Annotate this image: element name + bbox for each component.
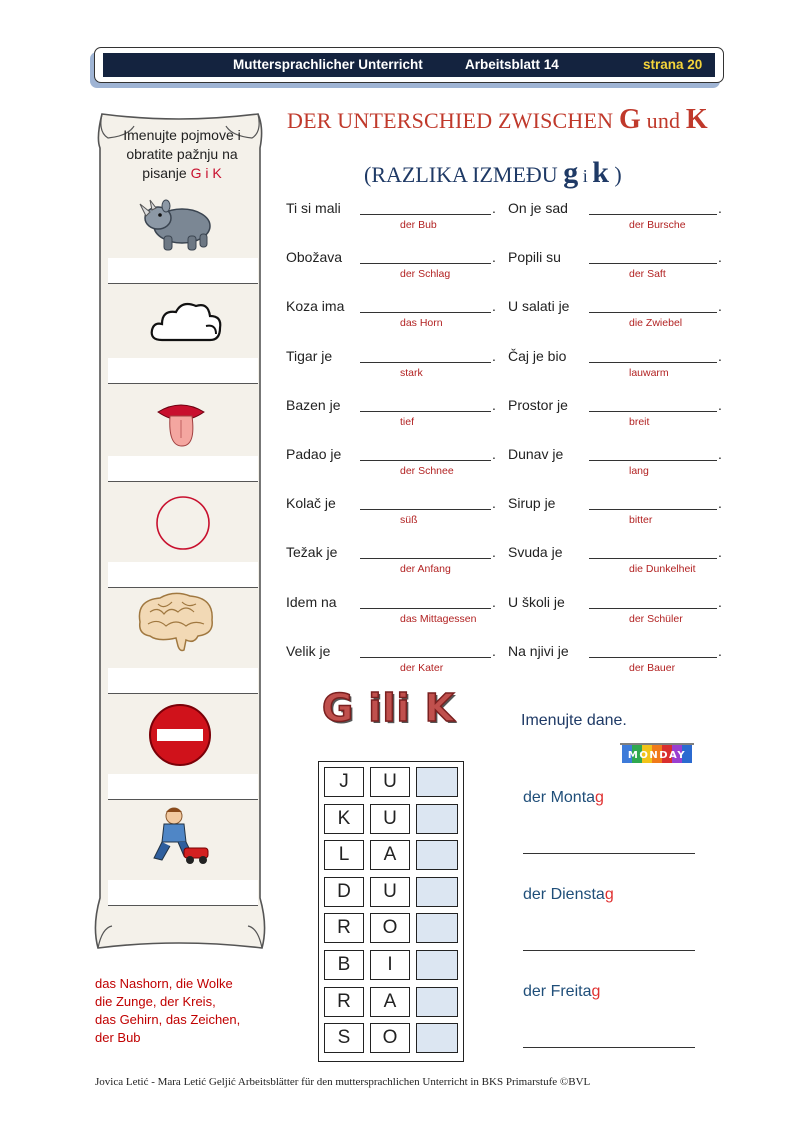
grid-answer-cell[interactable] [416, 987, 458, 1017]
subtitle-i: i [578, 166, 593, 186]
sentence-hint: der Saft [629, 268, 666, 281]
brain-icon [134, 590, 218, 654]
sentence-period: . [492, 642, 496, 659]
monday-badge-icon [616, 740, 698, 768]
sentence-row [508, 249, 738, 289]
grid-letter-cell: K [324, 804, 364, 834]
word-list-line: das Nashorn, die Wolke [95, 976, 233, 991]
word-list-line: der Bub [95, 1030, 141, 1045]
header-banner [94, 47, 724, 83]
answer-field-2[interactable] [108, 358, 258, 384]
sentence-period: . [718, 593, 722, 610]
day-stem: der Monta [523, 789, 596, 806]
word-list-line: das Gehirn, das Zeichen, [95, 1012, 241, 1027]
sentence-prompt: Na njivi je [508, 642, 569, 659]
subtitle-letter-k: k [592, 156, 609, 189]
sentence-blank[interactable] [360, 362, 491, 363]
title-letter-g: G [618, 104, 641, 135]
sentence-period: . [718, 396, 722, 413]
sentence-period: . [718, 200, 722, 216]
day-stem: der Freita [523, 983, 592, 1000]
cloud-icon [148, 296, 226, 348]
grid-answer-cell[interactable] [416, 840, 458, 870]
sentence-row [286, 397, 516, 437]
sentence-hint: lauwarm [629, 366, 669, 379]
day-answer-line[interactable] [523, 1047, 695, 1048]
boy-with-car-icon [144, 806, 214, 870]
sentence-period: . [492, 544, 496, 561]
sentence-hint: der Bauer [629, 661, 676, 674]
day-ending-g: g [604, 886, 614, 903]
sentence-prompt: Prostor je [508, 396, 568, 413]
picture-instruction [110, 126, 254, 183]
sentence-hint: die Dunkelheit [629, 563, 696, 576]
instruction-letter-k: K [212, 165, 222, 181]
answer-field-3[interactable] [108, 456, 258, 482]
header-page-number: strana 20 [643, 57, 703, 72]
answer-field-5[interactable] [108, 668, 258, 694]
tongue-icon [156, 398, 206, 450]
sentence-hint: bitter [629, 514, 653, 527]
sentence-period: . [718, 347, 722, 364]
grid-answer-cell[interactable] [416, 950, 458, 980]
sentence-row [508, 200, 738, 240]
sentence-prompt: Čaj je bio [508, 347, 567, 364]
sentence-row [508, 397, 738, 437]
sentence-hint: tief [400, 415, 415, 428]
sentence-hint: lang [629, 465, 649, 477]
day-ending-g: g [591, 983, 601, 1000]
sentence-hint: der Kater [400, 661, 444, 674]
sentence-hint: breit [629, 415, 650, 428]
sentence-prompt: Padao je [286, 446, 342, 462]
sentence-hint: der Schlag [400, 268, 451, 281]
word-list [95, 975, 265, 1047]
title-letter-k: K [685, 104, 708, 135]
grid-letter-cell: A [370, 840, 410, 870]
answer-field-7[interactable] [108, 880, 258, 906]
sentence-period: . [492, 446, 496, 462]
sentence-blank[interactable] [589, 214, 717, 215]
sentence-period: . [492, 200, 496, 216]
sentence-period: . [492, 249, 496, 266]
subtitle-prefix: (RAZLIKA IZMEĐU [364, 162, 564, 187]
sentence-blank[interactable] [360, 509, 491, 510]
day-name [523, 789, 604, 807]
sentence-prompt: Velik je [286, 642, 331, 659]
sentence-blank[interactable] [360, 460, 491, 461]
sentence-prompt: Bazen je [286, 396, 341, 413]
sentence-row [508, 544, 738, 584]
sentence-period: . [718, 249, 722, 266]
sentence-row [286, 249, 516, 289]
sentence-blank[interactable] [360, 411, 491, 412]
sentence-blank[interactable] [360, 214, 491, 215]
sentence-prompt: Težak je [286, 544, 338, 561]
letter-grid [318, 761, 464, 1062]
sentence-prompt: Kolač je [286, 495, 336, 512]
sentence-hint: süß [400, 514, 418, 527]
sentence-row [508, 495, 738, 535]
sentence-row [286, 544, 516, 584]
sentence-prompt: Tigar je [286, 347, 333, 364]
day-name [523, 886, 614, 904]
grid-letter-cell: O [370, 913, 410, 943]
sentence-prompt: Idem na [286, 593, 337, 610]
grid-answer-cell[interactable] [416, 1023, 458, 1053]
sentence-hint: der Anfang [400, 563, 451, 576]
sentence-prompt: Obožava [286, 249, 343, 266]
sentence-prompt: Svuda je [508, 544, 563, 561]
day-name [523, 983, 600, 1001]
grid-letter-cell: B [324, 950, 364, 980]
sentence-row [508, 594, 738, 634]
sentence-period: . [718, 446, 722, 462]
answer-field-1[interactable] [108, 258, 258, 284]
sentence-period: . [492, 396, 496, 413]
sentence-period: . [492, 298, 496, 315]
days-title: Imenujte dane. [521, 712, 627, 729]
grid-letter-cell: I [370, 950, 410, 980]
instruction-letter-i: i [205, 165, 209, 181]
grid-answer-cell[interactable] [416, 913, 458, 943]
sentence-blank[interactable] [589, 558, 717, 559]
sentence-period: . [718, 298, 722, 315]
day-stem: der Diensta [523, 886, 605, 903]
grid-answer-cell[interactable] [416, 804, 458, 834]
circle-icon [154, 494, 212, 552]
sentence-blank[interactable] [360, 263, 491, 264]
rhino-icon [138, 192, 216, 254]
sentence-row [286, 495, 516, 535]
sentence-blank[interactable] [589, 263, 717, 264]
grid-letter-cell: R [324, 913, 364, 943]
grid-letter-cell: D [324, 877, 364, 907]
sentence-hint: der Schnee [400, 465, 454, 477]
sentence-blank[interactable] [589, 411, 717, 412]
sentence-period: . [718, 642, 722, 659]
sentence-hint: der Bursche [629, 219, 686, 231]
grid-answer-cell[interactable] [416, 877, 458, 907]
sentence-blank[interactable] [360, 312, 491, 313]
sentence-blank[interactable] [360, 608, 491, 609]
instruction-letter-g: G [190, 165, 202, 181]
grid-answer-cell[interactable] [416, 767, 458, 797]
day-answer-line[interactable] [523, 853, 695, 854]
sentence-hint: der Schüler [629, 612, 683, 625]
sentence-row [286, 298, 516, 338]
grid-letter-cell: U [370, 767, 410, 797]
sentence-prompt: Ti si mali [286, 200, 341, 216]
title-prefix: DER UNTERSCHIED ZWISCHEN [287, 108, 619, 133]
sentence-blank[interactable] [360, 558, 491, 559]
sentence-row [508, 446, 738, 486]
header-title: Muttersprachlicher Unterricht [233, 57, 423, 72]
subtitle-letter-g: g [563, 156, 579, 189]
sentence-row [286, 446, 516, 486]
grid-letter-cell: O [370, 1023, 410, 1053]
sentence-row [508, 298, 738, 338]
sentence-blank[interactable] [589, 312, 717, 313]
sentence-period: . [492, 593, 496, 610]
sentence-hint: der Bub [400, 219, 437, 231]
sentence-blank[interactable] [589, 460, 717, 461]
sentence-prompt: Dunav je [508, 446, 564, 462]
sentence-blank[interactable] [589, 608, 717, 609]
sentence-blank[interactable] [589, 657, 717, 658]
sentence-blank[interactable] [589, 362, 717, 363]
sentence-hint: das Horn [400, 317, 443, 330]
sentence-prompt: U školi je [508, 593, 565, 610]
grid-letter-cell: L [324, 840, 364, 870]
sentence-hint: die Zwiebel [629, 317, 683, 330]
day-ending-g: g [595, 789, 604, 806]
sentence-row [286, 348, 516, 388]
grid-letter-cell: U [370, 877, 410, 907]
answer-field-6[interactable] [108, 774, 258, 800]
instruction-text: Imenujte pojmove i obratite pažnju na pisanje [123, 127, 241, 181]
sentence-prompt: On je sad [508, 200, 568, 216]
page-title [287, 104, 708, 136]
sentence-row [286, 594, 516, 634]
page-footer: Jovica Letić - Mara Letić Geljić Arbeitsblätter für den muttersprachlichen Unterricht in BKS Primarstufe ©BVL [95, 1076, 591, 1088]
header-bar [103, 53, 715, 77]
no-entry-sign-icon [148, 703, 212, 767]
sentence-hint: das Mittagessen [400, 612, 477, 625]
sentence-row [508, 643, 738, 683]
sentence-hint: stark [400, 366, 423, 379]
monday-badge-text: MONDAY [627, 750, 687, 761]
sentence-row [286, 200, 516, 240]
grid-letter-cell: R [324, 987, 364, 1017]
subtitle-suffix: ) [608, 162, 622, 187]
grid-letter-cell: S [324, 1023, 364, 1053]
answer-field-4[interactable] [108, 562, 258, 588]
grid-letter-cell: J [324, 767, 364, 797]
header-sheet-number: Arbeitsblatt 14 [465, 57, 559, 72]
sentence-blank[interactable] [360, 657, 491, 658]
sentence-prompt: Koza ima [286, 298, 345, 315]
grid-letter-cell: U [370, 804, 410, 834]
sentence-row [508, 348, 738, 388]
sentence-row [286, 643, 516, 683]
sentence-period: . [492, 347, 496, 364]
page-subtitle [364, 156, 622, 190]
sentence-period: . [718, 544, 722, 561]
grid-letter-cell: A [370, 987, 410, 1017]
sentence-blank[interactable] [589, 509, 717, 510]
day-answer-line[interactable] [523, 950, 695, 951]
sentence-prompt: Popili su [508, 249, 561, 266]
sentence-period: . [718, 495, 722, 512]
g-ili-k-heading: G ili K [322, 686, 456, 730]
title-und: und [640, 108, 686, 133]
sentence-period: . [492, 495, 496, 512]
sentence-prompt: U salati je [508, 298, 570, 315]
word-list-line: die Zunge, der Kreis, [95, 994, 216, 1009]
sentence-prompt: Sirup je [508, 495, 556, 512]
